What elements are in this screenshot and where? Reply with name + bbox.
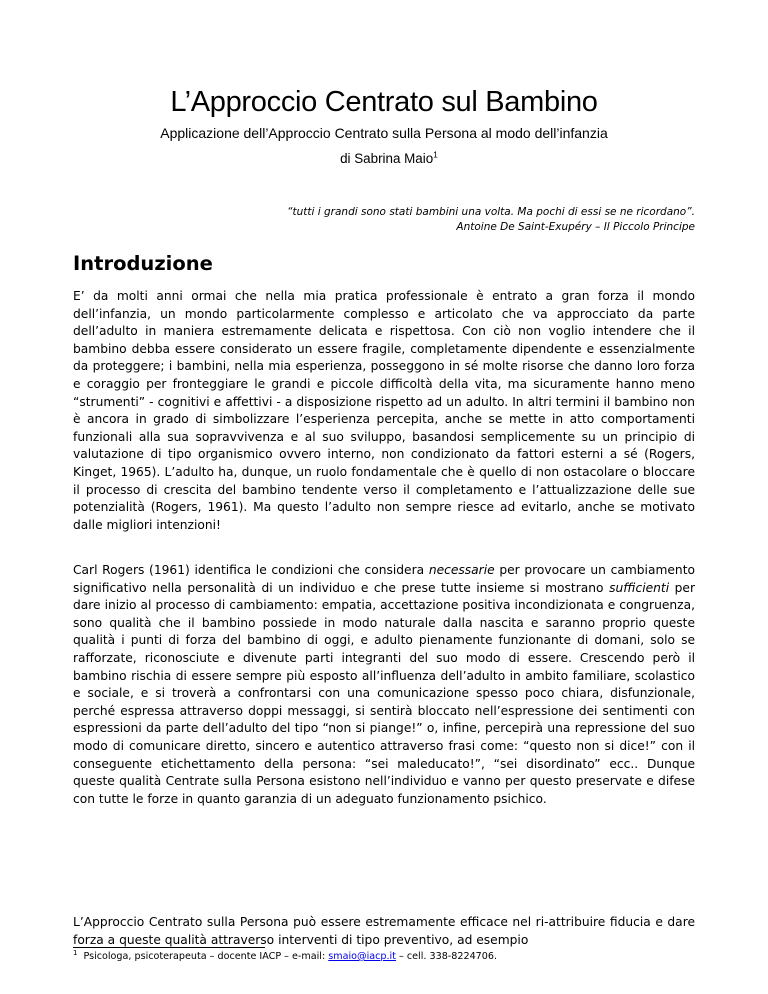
paragraph-3: L’Approccio Centrato sulla Persona può essere estremamente efficace nel ri-attribuire fiducia e dare forza a queste qualità attraverso interventi di tipo preventivo, ad esempio [73, 915, 695, 947]
section-heading: Introduzione [73, 252, 213, 275]
epigraph-attribution: Antoine De Saint-Exupéry – Il Piccolo Principe [456, 221, 695, 233]
epigraph [95, 205, 695, 235]
document-title: L’Approccio Centrato sul Bambino [170, 86, 598, 118]
author-line [0, 150, 768, 168]
epigraph-text: “tutti i grandi sono stati bambini una volta. Ma pochi di essi se ne ricordano”. [287, 206, 695, 218]
emphasis-necessarie: necessarie [428, 563, 495, 577]
author-footnote-mark[interactable]: 1 [433, 149, 438, 160]
footnote [73, 950, 695, 964]
paragraph-2-part-2: per provocare un cambiamento significativo nella personalità di un individuo e che prese tutte insieme si mostrano [73, 563, 695, 595]
footnote-mark: 1 [73, 948, 78, 957]
footnote-text-before: Psicologa, psicoterapeuta – docente IACP – e-mail: [83, 951, 329, 962]
paragraph-2-part-1: Carl Rogers (1961) identifica le condizioni che considera [73, 563, 429, 577]
emphasis-sufficienti: sufficienti [609, 580, 670, 595]
author-name: di Sabrina Maio [340, 151, 434, 166]
footnote-text-after: – cell. 338-8224706. [395, 951, 498, 962]
paragraph-2 [73, 562, 695, 808]
paragraph-1: E’ da molti anni ormai che nella mia pratica professionale è entrato a gran forza il mondo dell’infanzia, un mondo particolarmente complesso e articolato che va approcciato da parte dell’adulto in maniera estremamente delicata e rispettosa. Con ciò non voglio intendere che il bambino debba essere considerato un essere fragile, completamente dipendente e essenzialmente da proteggere; i bambini, nella mia esperienza, posseggono in sé molte risorse che danno loro forza e coraggio per fronteggiare le grandi e piccole difficoltà della vita, ma sicuramente hanno meno “strumenti” - cognitivi e affettivi - a disposizione rispetto ad un adulto. In altri termini il bambino non è ancora in grado di simbolizzare l’esperienza percepita, anche se mette in atto comportamenti funzionali alla sua sopravvivenza e al suo sviluppo, basandosi semplicemente su un principio di valutazione di tipo organismico ovvero interno, non condizionato da fattori esterni a sé (Rogers, Kinget, 1965). L’adulto ha, dunque, un ruolo fondamentale che è quello di non ostacolare o bloccare il processo di crescita del bambino tendente verso il completamento e l’attualizzazione delle sue potenzialità (Rogers, 1961). Ma questo l’adulto non sempre riesce ad evitarlo, anche se motivato dalle migliori intenzioni! [73, 289, 695, 532]
paragraph-2-part-3: per dare inizio al processo di cambiamento: empatia, accettazione positiva incondizionata e congruenza, sono qualità che il bambino possiede in modo naturale dalla nascita e saranno proprio queste qualità i punti di forza del bambino di oggi, e adulto pienamente funzionante di domani, solo se rafforzate, riconosciute e divenute parti integranti del suo modo di essere. Crescendo però il bambino rischia di essere sempre più esposto all’influenza dell’adulto in ambito familiare, scolastico e sociale, e si troverà a confrontarsi con una comunicazione spesso poco chiara, disfunzionale, perché espressa attraverso doppi messaggi, si sentirà bloccato nell’espressione dei sentimenti con espressioni da parte dell’adulto del tipo “non si piange!” o, infine, percepirà una repressione del suo modo di comunicare diretto, sincero e autentico attraverso frasi come: “questo non si dice!” con il conseguente etichettamento della persona: “sei maleducato!”, “sei disordinato” ecc.. Dunque queste qualità Centrate sulla Persona esistono nell’individuo e vanno per questo preservate e difese con tutte le forze in quanto garanzia di un adeguato funzionamento psichico. [73, 580, 695, 806]
footnote-separator [73, 947, 265, 948]
document-subtitle: Applicazione dell’Approccio Centrato sulla Persona al modo dell’infanzia [160, 125, 608, 141]
email-link[interactable]: smaio@iacp.it [328, 951, 396, 962]
